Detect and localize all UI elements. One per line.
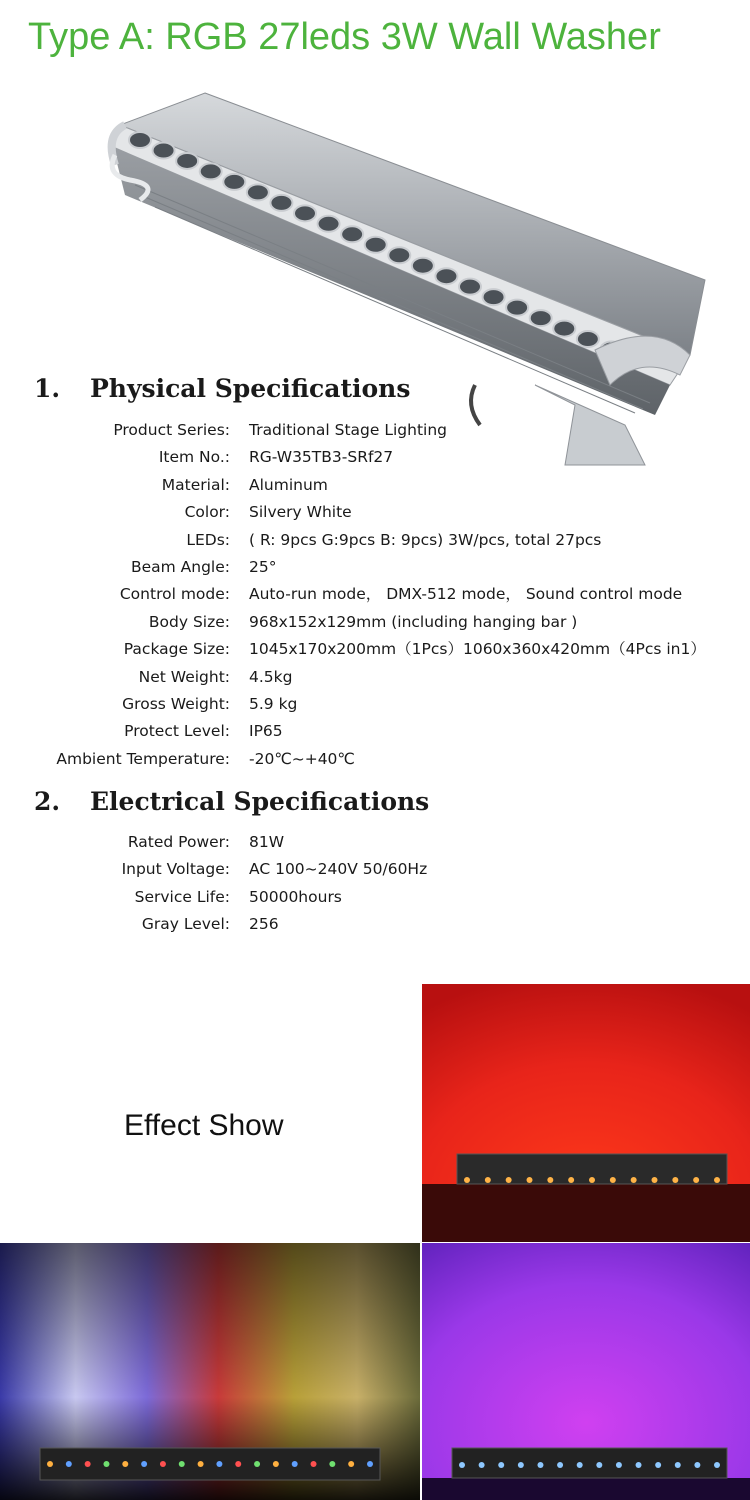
spec-row — [0, 527, 750, 554]
physical-specs-heading — [34, 373, 410, 405]
spec-value: 4.5kg — [249, 667, 293, 686]
spec-label: Protect Level: — [124, 722, 230, 741]
led-lens — [553, 321, 575, 337]
led-dot — [694, 1462, 700, 1468]
spec-value: 1045x170x200mm（1Pcs）1060x360x420mm（4Pcs in1） — [249, 640, 706, 659]
led-dot — [103, 1461, 109, 1467]
spec-value: ( R: 9pcs G:9pcs B: 9pcs) 3W/pcs, total 27pcs — [249, 530, 602, 549]
led-lens — [247, 184, 269, 200]
led-lens — [530, 310, 552, 326]
led-dot — [577, 1462, 583, 1468]
led-dot — [479, 1462, 485, 1468]
led-lens — [318, 216, 340, 232]
spec-label: Service Life: — [134, 887, 230, 906]
led-dot — [568, 1177, 574, 1183]
led-dot — [459, 1462, 465, 1468]
led-lens — [341, 226, 363, 242]
led-dot — [636, 1462, 642, 1468]
spec-label: Item No.: — [158, 448, 230, 467]
led-lens — [294, 205, 316, 221]
led-lens — [223, 174, 245, 190]
led-dot — [652, 1177, 658, 1183]
effect-photo-purple — [422, 1243, 750, 1500]
spec-label: Material: — [161, 475, 230, 494]
spec-row — [0, 499, 750, 526]
page-title: Type A: RGB 27leds 3W Wall Washer — [28, 16, 661, 58]
spec-row — [0, 472, 750, 499]
spec-value: IP65 — [249, 722, 283, 741]
effect-photo-multicolor — [0, 1243, 420, 1500]
led-lens — [365, 237, 387, 253]
spec-row — [0, 856, 750, 883]
led-lens — [506, 300, 528, 316]
led-dot — [672, 1177, 678, 1183]
spec-value: 256 — [249, 915, 279, 934]
spec-value: 81W — [249, 833, 285, 851]
led-dot — [329, 1461, 335, 1467]
led-dot — [631, 1177, 637, 1183]
effect-photo-red — [422, 984, 750, 1242]
spec-label: Gross Weight: — [122, 694, 230, 713]
spec-row — [0, 829, 750, 856]
spec-value: 968x152x129mm (including hanging bar ) — [249, 612, 578, 631]
spec-value: Traditional Stage Lighting — [249, 421, 447, 439]
led-lens — [577, 331, 599, 347]
led-dot — [596, 1462, 602, 1468]
spec-row — [0, 718, 750, 745]
spec-value: RG-W35TB3-SRf27 — [249, 448, 394, 467]
led-dot — [485, 1177, 491, 1183]
spec-value: AC 100~240V 50/60Hz — [249, 860, 428, 879]
spec-label: Net Weight: — [138, 667, 230, 686]
led-dot — [589, 1177, 595, 1183]
led-lens — [459, 279, 481, 295]
spec-value: 25° — [249, 557, 277, 576]
spec-row — [0, 417, 750, 444]
led-lens — [483, 289, 505, 305]
spec-row — [0, 691, 750, 718]
spec-row — [0, 664, 750, 691]
led-dot — [179, 1461, 185, 1467]
spec-label: Rated Power: — [127, 833, 230, 851]
led-lens — [412, 258, 434, 274]
spec-label: Input Voltage: — [121, 860, 230, 879]
spec-row — [0, 636, 750, 663]
spec-label: LEDs: — [186, 530, 230, 549]
spec-label: Color: — [184, 503, 230, 522]
led-dot — [610, 1177, 616, 1183]
led-dot — [675, 1462, 681, 1468]
led-dot — [311, 1461, 317, 1467]
spec-row — [0, 554, 750, 581]
spec-row — [0, 911, 750, 938]
spec-row — [0, 444, 750, 471]
spec-value: -20℃~+40℃ — [249, 749, 355, 768]
led-dot — [714, 1177, 720, 1183]
led-dot — [537, 1462, 543, 1468]
spec-value: Silvery White — [249, 503, 352, 522]
spec-row — [0, 884, 750, 911]
spec-value: Auto-run mode， DMX-512 mode， Sound control mode — [249, 585, 683, 604]
led-dot — [714, 1462, 720, 1468]
led-dot — [198, 1461, 204, 1467]
led-dot — [655, 1462, 661, 1468]
led-dot — [518, 1462, 524, 1468]
section-title: Electrical Specifications — [90, 787, 430, 816]
spec-value: Aluminum — [249, 475, 328, 494]
led-lens — [129, 132, 151, 148]
effect-show-label: Effect Show — [124, 1109, 284, 1142]
led-dot — [616, 1462, 622, 1468]
led-dot — [464, 1177, 470, 1183]
led-dot — [273, 1461, 279, 1467]
section-number: 1. — [34, 374, 61, 403]
electrical-specs-heading — [34, 786, 429, 818]
led-dot — [122, 1461, 128, 1467]
led-dot — [235, 1461, 241, 1467]
spec-label: Ambient Temperature: — [56, 749, 230, 768]
spec-row — [0, 581, 750, 608]
led-dot — [254, 1461, 260, 1467]
spec-row — [0, 746, 750, 773]
spec-value: 5.9 kg — [249, 694, 298, 713]
led-dot — [216, 1461, 222, 1467]
led-lens — [435, 268, 457, 284]
spec-value: 50000hours — [249, 887, 342, 906]
led-dot — [693, 1177, 699, 1183]
led-dot — [292, 1461, 298, 1467]
led-lens — [153, 142, 175, 158]
led-dot — [498, 1462, 504, 1468]
led-dot — [141, 1461, 147, 1467]
led-dot — [85, 1461, 91, 1467]
led-dot — [527, 1177, 533, 1183]
section-title: Physical Specifications — [90, 374, 411, 403]
led-dot — [160, 1461, 166, 1467]
led-dot — [47, 1461, 53, 1467]
led-lens — [270, 195, 292, 211]
led-dot — [66, 1461, 72, 1467]
led-dot — [547, 1177, 553, 1183]
led-dot — [506, 1177, 512, 1183]
spec-label: Control mode: — [119, 585, 230, 604]
led-dot — [348, 1461, 354, 1467]
led-dot — [367, 1461, 373, 1467]
led-lens — [388, 247, 410, 263]
led-dot — [557, 1462, 563, 1468]
led-lens — [176, 153, 198, 169]
spec-label: Product Series: — [113, 421, 230, 439]
led-lens — [200, 163, 222, 179]
spec-label: Body Size: — [148, 612, 230, 631]
spec-row — [0, 609, 750, 636]
electrical-specs-table — [0, 829, 750, 939]
spec-label: Gray Level: — [141, 915, 230, 934]
physical-specs-table — [0, 417, 750, 773]
section-number: 2. — [34, 787, 61, 816]
spec-label: Beam Angle: — [130, 557, 230, 576]
spec-label: Package Size: — [123, 640, 230, 659]
